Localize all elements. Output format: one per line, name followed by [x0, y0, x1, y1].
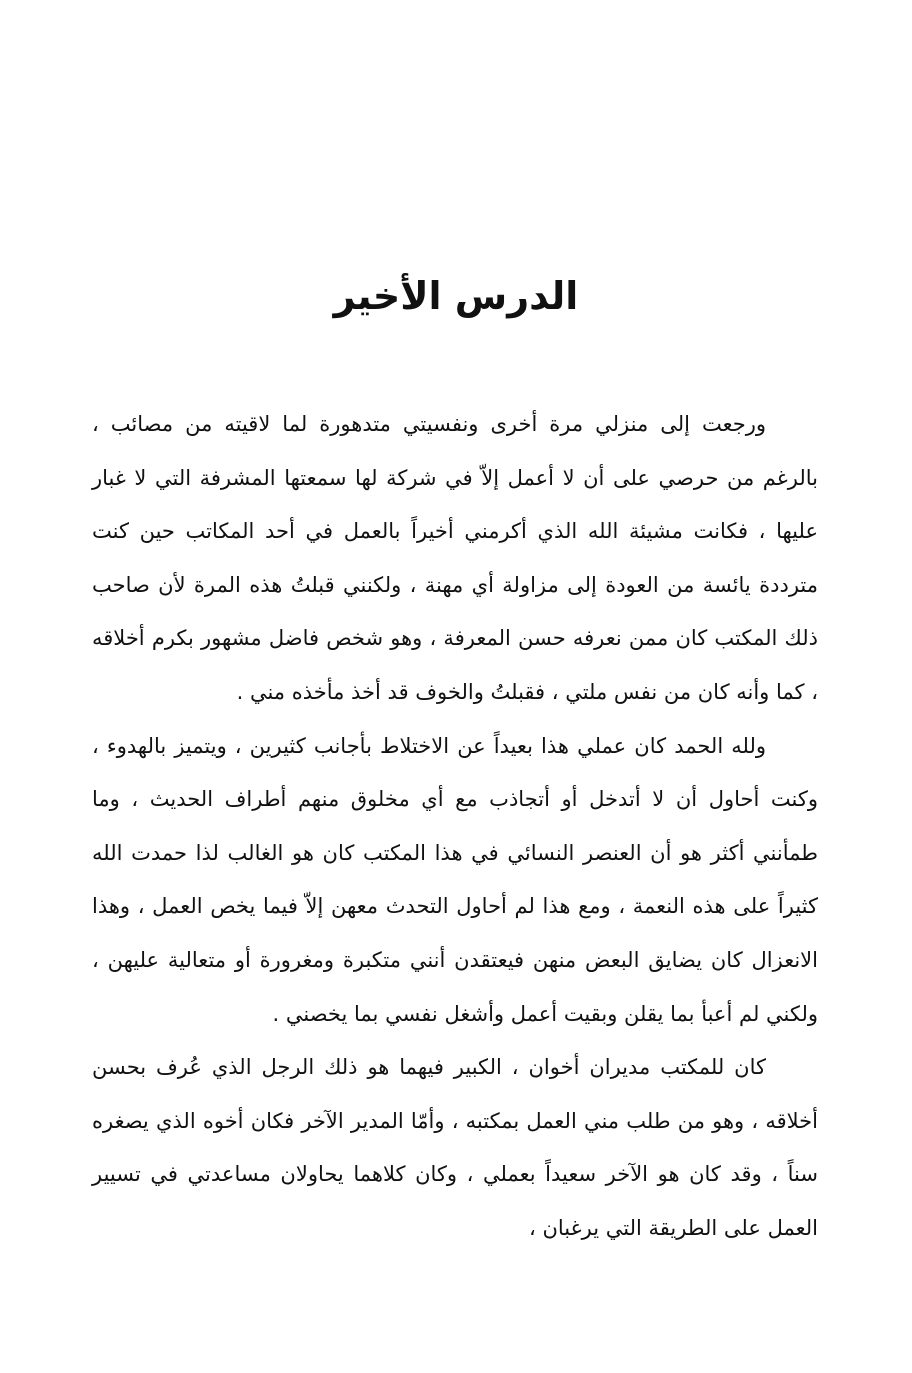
- chapter-body: [92, 398, 818, 1256]
- paragraph-2: ولله الحمد كان عملي هذا بعيداً عن الاختلاط بأجانب كثيرين ، ويتميز بالهدوء ، وكنت أحاول أن لا أتدخل أو أتجاذب مع أي مخلوق منهم أطراف الحديث ، وما طمأنني أكثر هو أن العنصر النسائي في هذا المكتب كان هو الغالب لذا حمدت الله كثيراً على هذه النعمة ، ومع هذا لم أحاول التحدث معهن إلاّ فيما يخص العمل ، وهذا الانعزال كان يضايق البعض منهن فيعتقدن أنني متكبرة ومغرورة أو متعالية عليهن ، ولكني لم أعبأ بما يقلن وبقيت أعمل وأشغل نفسي بما يخصني .: [92, 733, 818, 1026]
- paragraph-1: ورجعت إلى منزلي مرة أخرى ونفسيتي متدهورة لما لاقيته من مصائب ، بالرغم من حرصي على أن لا أعمل إلاّ في شركة لها سمعتها المشرفة التي لا غبار عليها ، فكانت مشيئة الله الذي أكرمني أخيراً بالعمل في أحد المكاتب حين كنت مترددة يائسة من العودة إلى مزاولة أي مهنة ، ولكنني قبلتُ هذه المرة لأن صاحب ذلك المكتب كان ممن نعرفه حسن المعرفة ، وهو شخص فاضل مشهور بكرم أخلاقه ، كما وأنه كان من نفس ملتي ، فقبلتُ والخوف قد أخذ مأخذه مني .: [92, 412, 818, 704]
- paragraph-3: كان للمكتب مديران أخوان ، الكبير فيهما هو ذلك الرجل الذي عُرف بحسن أخلاقه ، وهو من طلب مني العمل بمكتبه ، وأمّا المدير الآخر فكان أخوه الذي يصغره سناً ، وقد كان هو الآخر سعيداً بعملي ، وكان كلاهما يحاولان مساعدتي في تسيير العمل على الطريقة التي يرغبان ،: [92, 1055, 818, 1240]
- chapter-title: الدرس الأخير: [333, 274, 579, 318]
